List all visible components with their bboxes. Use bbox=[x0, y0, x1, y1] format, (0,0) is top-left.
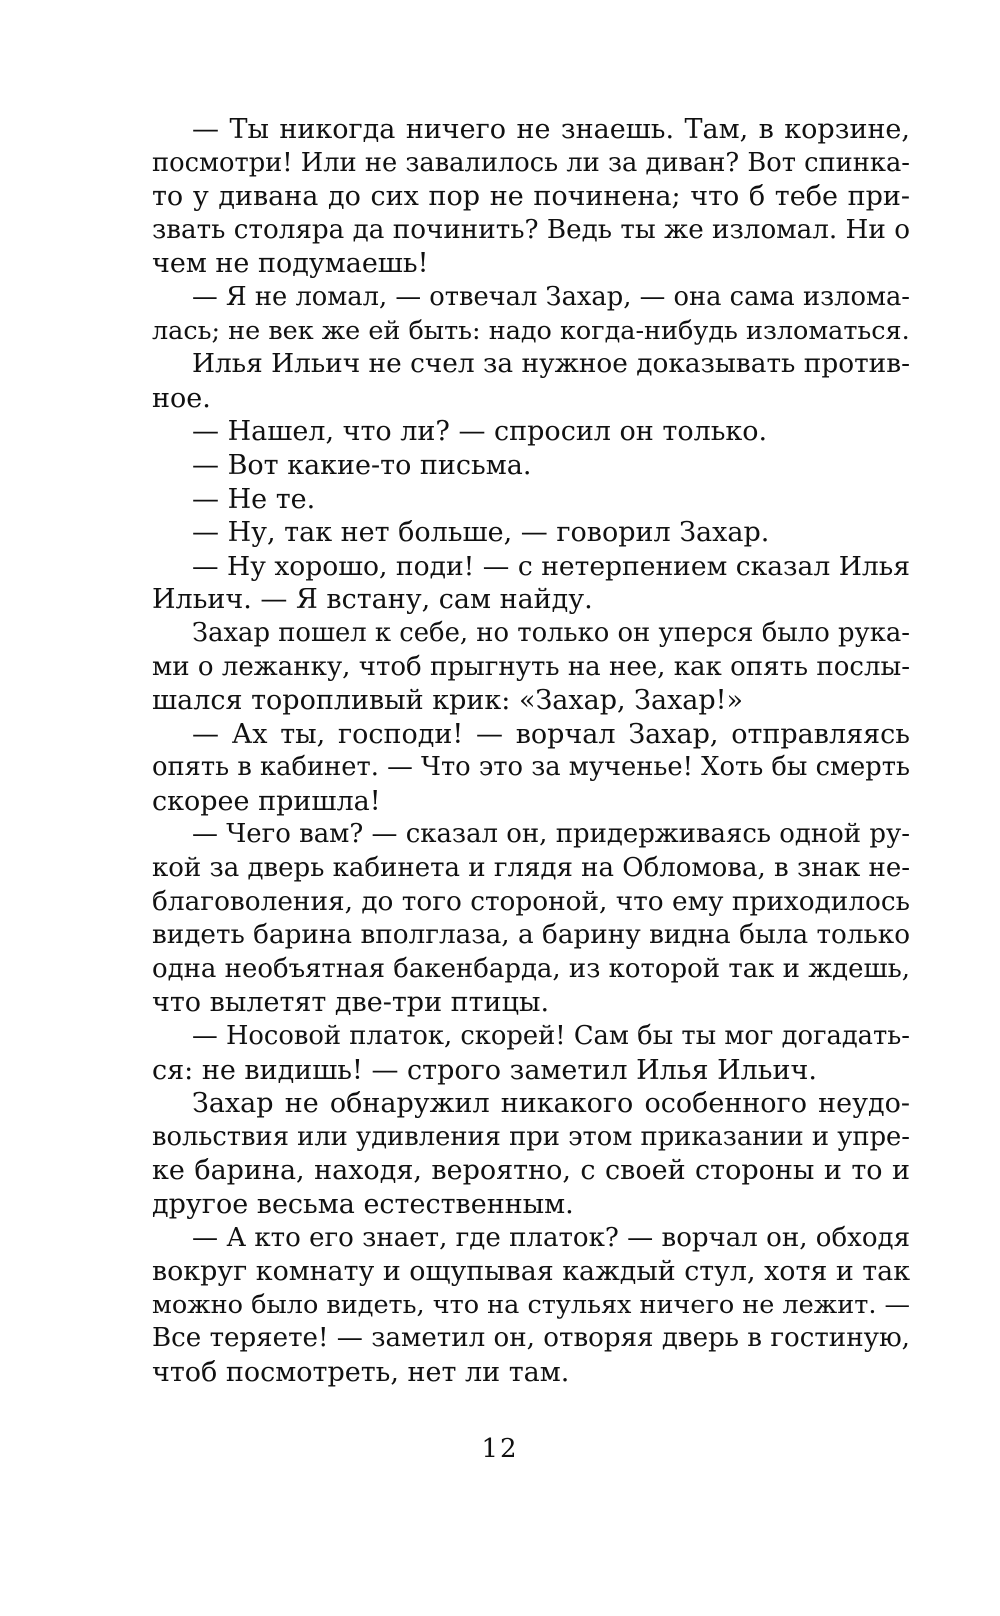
text-line: опять в кабинет. — Что это за мученье! Хоть бы смерть bbox=[152, 752, 910, 783]
text-line: — Не те. bbox=[192, 483, 316, 515]
text-line: Илья Ильич не счел за нужное доказывать против- bbox=[192, 349, 910, 380]
text-line: ное. bbox=[152, 382, 211, 414]
text-line: ся: не видишь! — строго заметил Илья Ильич. bbox=[152, 1054, 817, 1086]
page-number: 12 bbox=[481, 1434, 519, 1464]
text-line: — Я не ломал, — отвечал Захар, — она сама излома- bbox=[192, 281, 910, 312]
text-line: одна необъятная бакенбарда, из которой так и ждешь, bbox=[152, 953, 910, 984]
text-line: чем не подумаешь! bbox=[152, 248, 429, 280]
text-line: видеть барина вполглаза, а барину видна была только bbox=[152, 920, 910, 951]
text-line: — А кто его знает, где платок? — ворчал он, обходя bbox=[192, 1222, 910, 1253]
text-line: Ильич. — Я встану, сам найду. bbox=[152, 584, 593, 616]
text-line: Захар пошел к себе, но только он уперся было рука- bbox=[192, 617, 910, 648]
text-line: посмотри! Или не завалилось ли за диван? Вот спинка- bbox=[152, 147, 910, 178]
text-line: ке барина, находя, вероятно, с своей стороны и то и bbox=[152, 1155, 910, 1187]
text-line: благоволения, до того стороной, что ему приходилось bbox=[152, 886, 910, 917]
text-line: чтоб посмотреть, нет ли там. bbox=[152, 1356, 570, 1388]
text-line: вокруг комнату и ощупывая каждый стул, хотя и так bbox=[152, 1256, 910, 1288]
text-line: то у дивана до сих пор не починена; что б тебе при- bbox=[152, 181, 910, 213]
text-line: шался торопливый крик: «Захар, Захар!» bbox=[152, 685, 744, 717]
text-line: другое весьма естественным. bbox=[152, 1189, 574, 1220]
text-line: — Нашел, что ли? — спросил он только. bbox=[192, 416, 768, 448]
text-line: лась; не век же ей быть: надо когда-нибудь изломаться. bbox=[152, 315, 910, 346]
text-line: Захар не обнаружил никакого особенного неудо- bbox=[192, 1088, 910, 1120]
text-line: вольствия или удивления при этом приказании и упре- bbox=[152, 1121, 910, 1152]
text-line: — Ну хорошо, поди! — с нетерпением сказал Илья bbox=[192, 550, 910, 582]
text-line: скорее пришла! bbox=[152, 785, 381, 817]
text-line: — Ты никогда ничего не знаешь. Там, в корзине, bbox=[192, 114, 910, 145]
text-line: кой за дверь кабинета и глядя на Обломова, в знак не- bbox=[152, 853, 910, 884]
text-line: — Вот какие-то письма. bbox=[192, 449, 532, 481]
text-line: звать столяра да починить? Ведь ты же изломал. Ни о bbox=[152, 214, 910, 245]
text-line: что вылетят две-три птицы. bbox=[152, 987, 550, 1019]
body-text bbox=[152, 113, 910, 1390]
text-line: — Носовой платок, скорей! Сам бы ты мог догадать- bbox=[192, 1021, 910, 1052]
text-line: Все теряете! — заметил он, отворяя дверь в гостиную, bbox=[152, 1323, 910, 1354]
text-line: можно было видеть, что на стульях ничего не лежит. — bbox=[152, 1289, 911, 1320]
text-line: — Чего вам? — сказал он, придерживаясь одной ру- bbox=[192, 819, 910, 850]
text-line: — Ну, так нет больше, — говорил Захар. bbox=[192, 517, 770, 549]
text-line: ми о лежанку, чтоб прыгнуть на нее, как опять послы- bbox=[152, 651, 910, 682]
text-line: — Ах ты, господи! — ворчал Захар, отправляясь bbox=[192, 718, 910, 750]
